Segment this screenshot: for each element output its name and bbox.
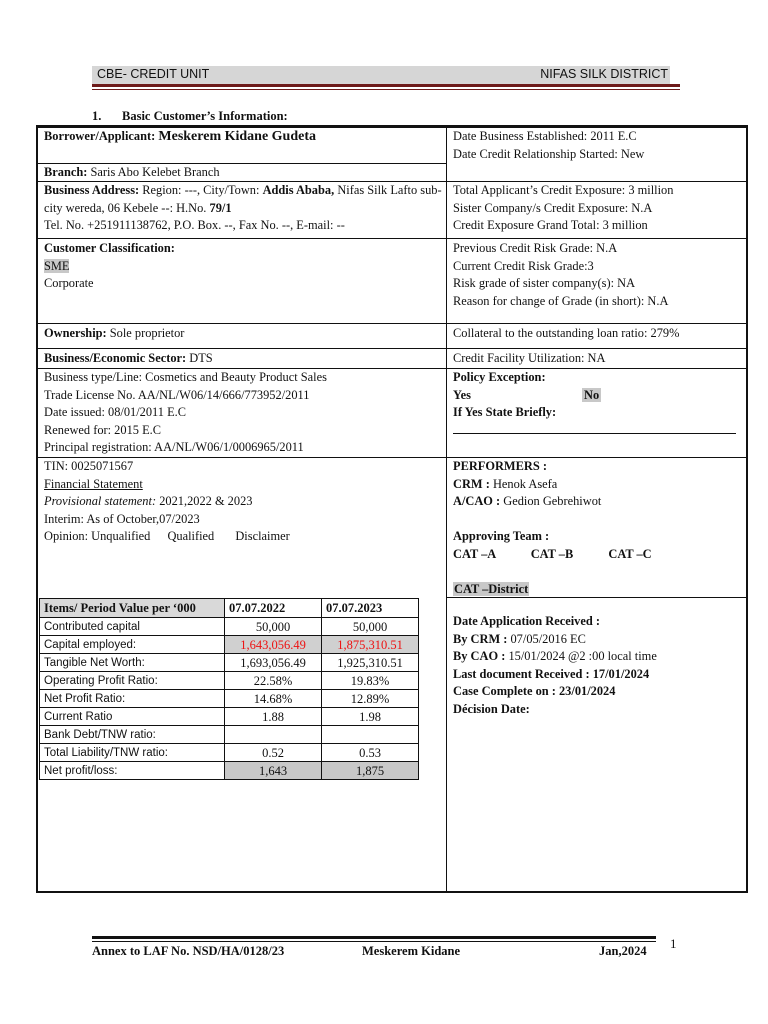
ownership-cell: [44, 325, 444, 343]
renewed-for: Renewed for: 2015 E.C: [44, 422, 161, 437]
provisional-value: 2021,2022 & 2023: [159, 494, 253, 509]
financial-cell: [44, 458, 444, 546]
opinion-disclaimer: Disclaimer: [235, 529, 290, 544]
interim: Interim: As of October,07/2023: [44, 511, 200, 526]
row-value-2022: 50,000: [225, 618, 322, 636]
by-crm-value: 07/05/2016 EC: [510, 631, 586, 646]
table-row: [40, 654, 419, 672]
classification-label: Customer Classification:: [44, 241, 175, 255]
row-value-2023: 1,925,310.51: [322, 654, 419, 672]
row-value-2022: 14.68%: [225, 690, 322, 708]
row-value-2022: 22.58%: [225, 672, 322, 690]
crm-label: CRM :: [453, 476, 490, 491]
row-label: Net profit/loss:: [40, 762, 225, 780]
business-type: Business type/Line: Cosmetics and Beauty Product Sales: [44, 370, 327, 384]
column-divider: [446, 126, 447, 892]
footer-annex: Annex to LAF No. NSD/HA/0128/23: [92, 944, 285, 958]
address-subcity: Nifas Silk Lafto sub-city wereda, 06 Kebele --: H.No.: [44, 183, 442, 215]
row-label: Contributed capital: [40, 618, 225, 636]
opinion-qualified: Qualified: [167, 529, 215, 544]
case-complete: Case Complete on : 23/01/2024: [453, 684, 616, 699]
exposure-total: Total Applicant’s Credit Exposure: 3 million: [453, 183, 674, 197]
page-number: 1: [670, 936, 677, 951]
acao-name: Gedion Gebrehiwot: [503, 494, 602, 509]
dates-cell: [453, 128, 745, 163]
opinion-unqualified: Opinion: Unqualified: [44, 529, 151, 544]
borrower-cell: [44, 128, 444, 146]
exposure-grand: Credit Exposure Grand Total: 3 million: [453, 218, 648, 233]
row-value-2022: 1,643: [225, 762, 322, 780]
risk-reason: Reason for change of Grade (in short): N.A: [453, 293, 669, 308]
row-label: Current Ratio: [40, 708, 225, 726]
tin: TIN: 0025071567: [44, 459, 134, 473]
table-row: [40, 618, 419, 636]
row-label: Operating Profit Ratio:: [40, 672, 225, 690]
ownership-value: Sole proprietor: [109, 326, 185, 340]
date-established: Date Business Established: 2011 E.C: [453, 129, 637, 143]
table-row: [40, 672, 419, 690]
utilization: Credit Facility Utilization: NA: [453, 351, 606, 365]
row-value-2022: [225, 726, 322, 744]
row-divider: [37, 323, 747, 324]
sector-label: Business/Economic Sector:: [44, 351, 187, 365]
row-value-2022: 1.88: [225, 708, 322, 726]
date-issued: Date issued: 08/01/2011 E.C: [44, 405, 187, 420]
principal-registration: Principal registration: AA/NL/W06/1/0006965/2011: [44, 440, 304, 455]
last-document-received: Last document Received : 17/01/2024: [453, 666, 650, 681]
table-header-2023: 07.07.2023: [322, 599, 419, 618]
section-heading: Basic Customer’s Information:: [122, 109, 288, 123]
provisional-label: Provisional statement:: [44, 494, 157, 509]
branch-label: Branch:: [44, 165, 88, 179]
classification-corporate: Corporate: [44, 276, 94, 291]
cat-district: CAT –District: [454, 582, 529, 597]
policy-label: Policy Exception:: [453, 370, 546, 384]
branch-cell: [44, 164, 444, 182]
table-row: [40, 726, 419, 744]
row-value-2022: 1,693,056.49: [225, 654, 322, 672]
row-label: Tangible Net Worth:: [40, 654, 225, 672]
crm-name: Henok Asefa: [492, 476, 558, 491]
branch-value: Saris Abo Kelebet Branch: [90, 165, 220, 179]
row-label: Total Liability/TNW ratio:: [40, 744, 225, 762]
collateral-ratio: Collateral to the outstanding loan ratio: 279%: [453, 326, 680, 340]
row-label: Net Profit Ratio:: [40, 690, 225, 708]
date-relationship: Date Credit Relationship Started: New: [453, 146, 645, 161]
policy-brief: If Yes State Briefly:: [453, 405, 557, 420]
borrower-name: Meskerem Kidane Gudeta: [158, 129, 317, 144]
row-value-2023: 12.89%: [322, 690, 419, 708]
financial-table: [39, 598, 419, 780]
policy-yes: Yes: [453, 387, 471, 402]
borrower-label: Borrower/Applicant:: [44, 129, 156, 143]
table-row: [40, 636, 419, 654]
row-value-2023: [322, 726, 419, 744]
risk-current: Current Credit Risk Grade:3: [453, 258, 594, 273]
risk-cell: [453, 240, 745, 310]
sector-cell: [44, 350, 444, 368]
row-divider: [37, 238, 747, 239]
row-value-2022: 1,643,056.49: [225, 636, 322, 654]
row-value-2023: 50,000: [322, 618, 419, 636]
table-row: [40, 708, 419, 726]
ownership-label: Ownership:: [44, 326, 107, 340]
by-cao-label: By CAO :: [453, 649, 506, 664]
footer-date: Jan,2024: [599, 944, 647, 958]
address-house-no: 79/1: [209, 200, 232, 215]
section-title: [92, 109, 288, 124]
row-divider: [37, 348, 747, 349]
cat-c: CAT –C: [608, 546, 652, 561]
address-city: Addis Ababa,: [262, 183, 335, 197]
header-district: NIFAS SILK DISTRICT: [540, 67, 668, 81]
by-cao-value: 15/01/2024 @2 :00 local time: [508, 649, 657, 664]
performers-cell: [453, 458, 745, 599]
header-rule-thin: [92, 89, 680, 90]
section-number: 1.: [92, 109, 102, 123]
cat-a: CAT –A: [453, 546, 496, 561]
footer-rule: [92, 936, 656, 939]
row-value-2023: 1,875: [322, 762, 419, 780]
policy-blank-line: [453, 423, 736, 434]
header-rule: [92, 84, 680, 87]
row-value-2023: 1,875,310.51: [322, 636, 419, 654]
table-row: [40, 762, 419, 780]
row-value-2023: 1.98: [322, 708, 419, 726]
approving-team-label: Approving Team :: [453, 529, 550, 544]
footer-rule-thin: [92, 941, 656, 942]
row-label: Capital employed:: [40, 636, 225, 654]
business-cell: [44, 369, 444, 457]
row-label: Bank Debt/TNW ratio:: [40, 726, 225, 744]
address-cell: [44, 182, 444, 235]
cat-b: CAT –B: [530, 546, 574, 561]
sector-value: DTS: [189, 351, 213, 365]
policy-cell: [453, 369, 745, 439]
trade-license: Trade License No. AA/NL/W06/14/666/773952/2011: [44, 387, 310, 402]
row-value-2023: 19.83%: [322, 672, 419, 690]
decision-date: Décision Date:: [453, 701, 530, 716]
policy-no: No: [584, 387, 600, 402]
table-row: [40, 690, 419, 708]
address-contact: Tel. No. +251911138762, P.O. Box. --, Fax No. --, E-mail: --: [44, 218, 345, 233]
acao-label: A/CAO :: [453, 494, 501, 509]
table-header-2022: 07.07.2022: [225, 599, 322, 618]
footer-name: Meskerem Kidane: [362, 944, 461, 958]
address-region: Region: ---, City/Town:: [142, 183, 260, 197]
risk-previous: Previous Credit Risk Grade: N.A: [453, 241, 618, 255]
page-header: [92, 66, 670, 84]
financial-statement-label: Financial Statement: [44, 476, 143, 491]
address-label: Business Address:: [44, 183, 140, 197]
table-row: [40, 744, 419, 762]
by-crm-label: By CRM :: [453, 631, 508, 646]
classification-sme: SME: [44, 258, 70, 273]
row-value-2023: 0.53: [322, 744, 419, 762]
table-header-items: Items/ Period Value per ‘000: [40, 599, 225, 618]
classification-cell: [44, 240, 444, 293]
application-cell: [453, 613, 745, 719]
exposure-sister: Sister Company/s Credit Exposure: N.A: [453, 200, 653, 215]
exposure-cell: [453, 182, 745, 235]
header-unit: CBE- CREDIT UNIT: [97, 67, 210, 81]
application-received: Date Application Received :: [453, 614, 600, 628]
risk-sister: Risk grade of sister company(s): NA: [453, 276, 636, 291]
performers-label: PERFORMERS :: [453, 459, 547, 473]
row-value-2022: 0.52: [225, 744, 322, 762]
